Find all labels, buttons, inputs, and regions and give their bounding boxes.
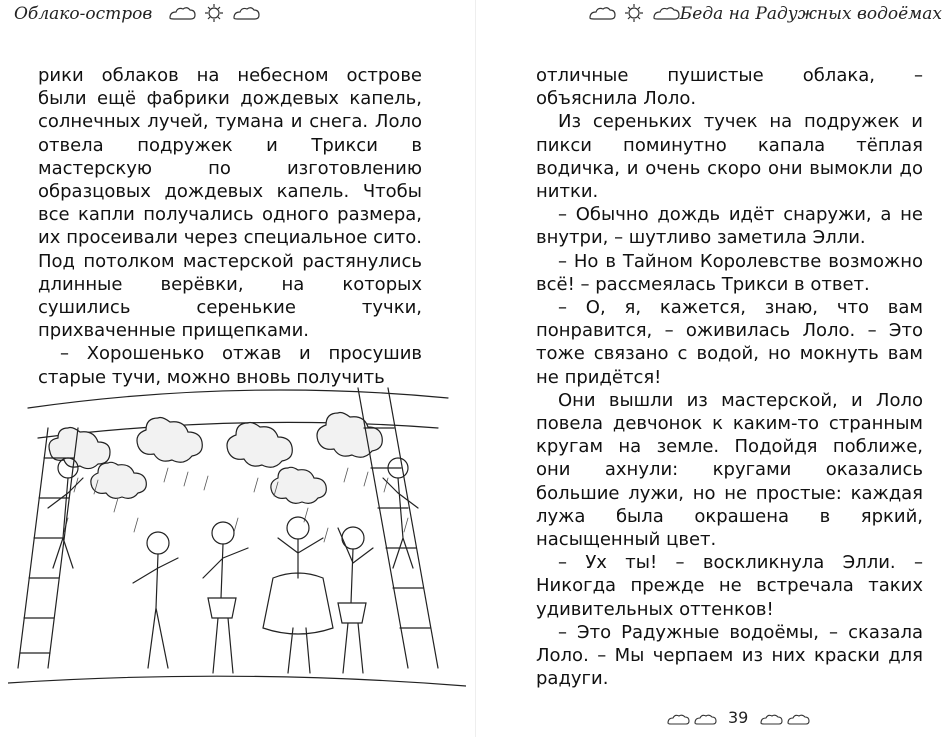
paragraph: – Это Радужные водоёмы, – сказала Лоло. – Мы черпаем из них краски для радуги.	[536, 621, 923, 690]
right-page-text	[536, 64, 923, 690]
paragraph: Из сереньких тучек на подружек и пикси поминутно капала тёплая водичка, и очень скоро они вымокли до нитки.	[536, 111, 923, 203]
paragraph: рики облаков на небесном острове были ещё фабрики дождевых капель, солнечных лучей, тумана и снега. Лоло отвела подружек и Трикси в мастерскую по изготовлению образцовых дождевых капель. Чтобы все капли получались одного размера, их просеивали через специальное сито. Под потолком мастерской растянулись длинные верёвки, на которых сушились серенькие тучки, прихваченные прищепками.	[38, 65, 422, 342]
paragraph: – Хорошенько отжав и просушив старые тучи, можно вновь получить	[38, 343, 422, 388]
cloud-ornament-icon	[758, 710, 814, 728]
cloud-ornament-icon	[665, 710, 721, 728]
paragraph: отличные пушистые облака, – объяснила Лоло.	[536, 65, 923, 110]
left-page-text	[38, 64, 422, 389]
running-head-left: Облако-остров	[14, 4, 153, 24]
paragraph: – Ух ты! – воскликнула Элли. – Никогда прежде не встречала таких удивительных оттенков!	[536, 552, 923, 620]
cloud-sun-ornament-icon	[166, 2, 262, 24]
paragraph: – Обычно дождь идёт снаружи, а не внутри, – шутливо заметила Элли.	[536, 204, 923, 249]
paragraph: Они вышли из мастерской, и Лоло повела девчонок к каким-то странным кругам на земле. Подойдя поближе, они ахнули: кругами оказались большие лужи, но не простые: каждая лужа была окрашена в яркий, насыщенный цвет.	[536, 389, 923, 551]
paragraph: – Но в Тайном Королевстве возможно всё! – рассмеялась Трикси в ответ.	[536, 250, 923, 295]
paragraph: – О, я, кажется, знаю, что вам понравится, – оживилась Лоло. – Это тоже связано с водой, но мокнуть вам не придётся!	[536, 297, 923, 388]
running-head-right: Беда на Радужных водоёмах	[679, 4, 942, 24]
girls-with-rain-clouds-illustration-icon	[8, 368, 466, 695]
cloud-sun-ornament-icon	[586, 2, 682, 24]
page-number: 39	[728, 708, 749, 727]
right-page	[476, 0, 952, 737]
